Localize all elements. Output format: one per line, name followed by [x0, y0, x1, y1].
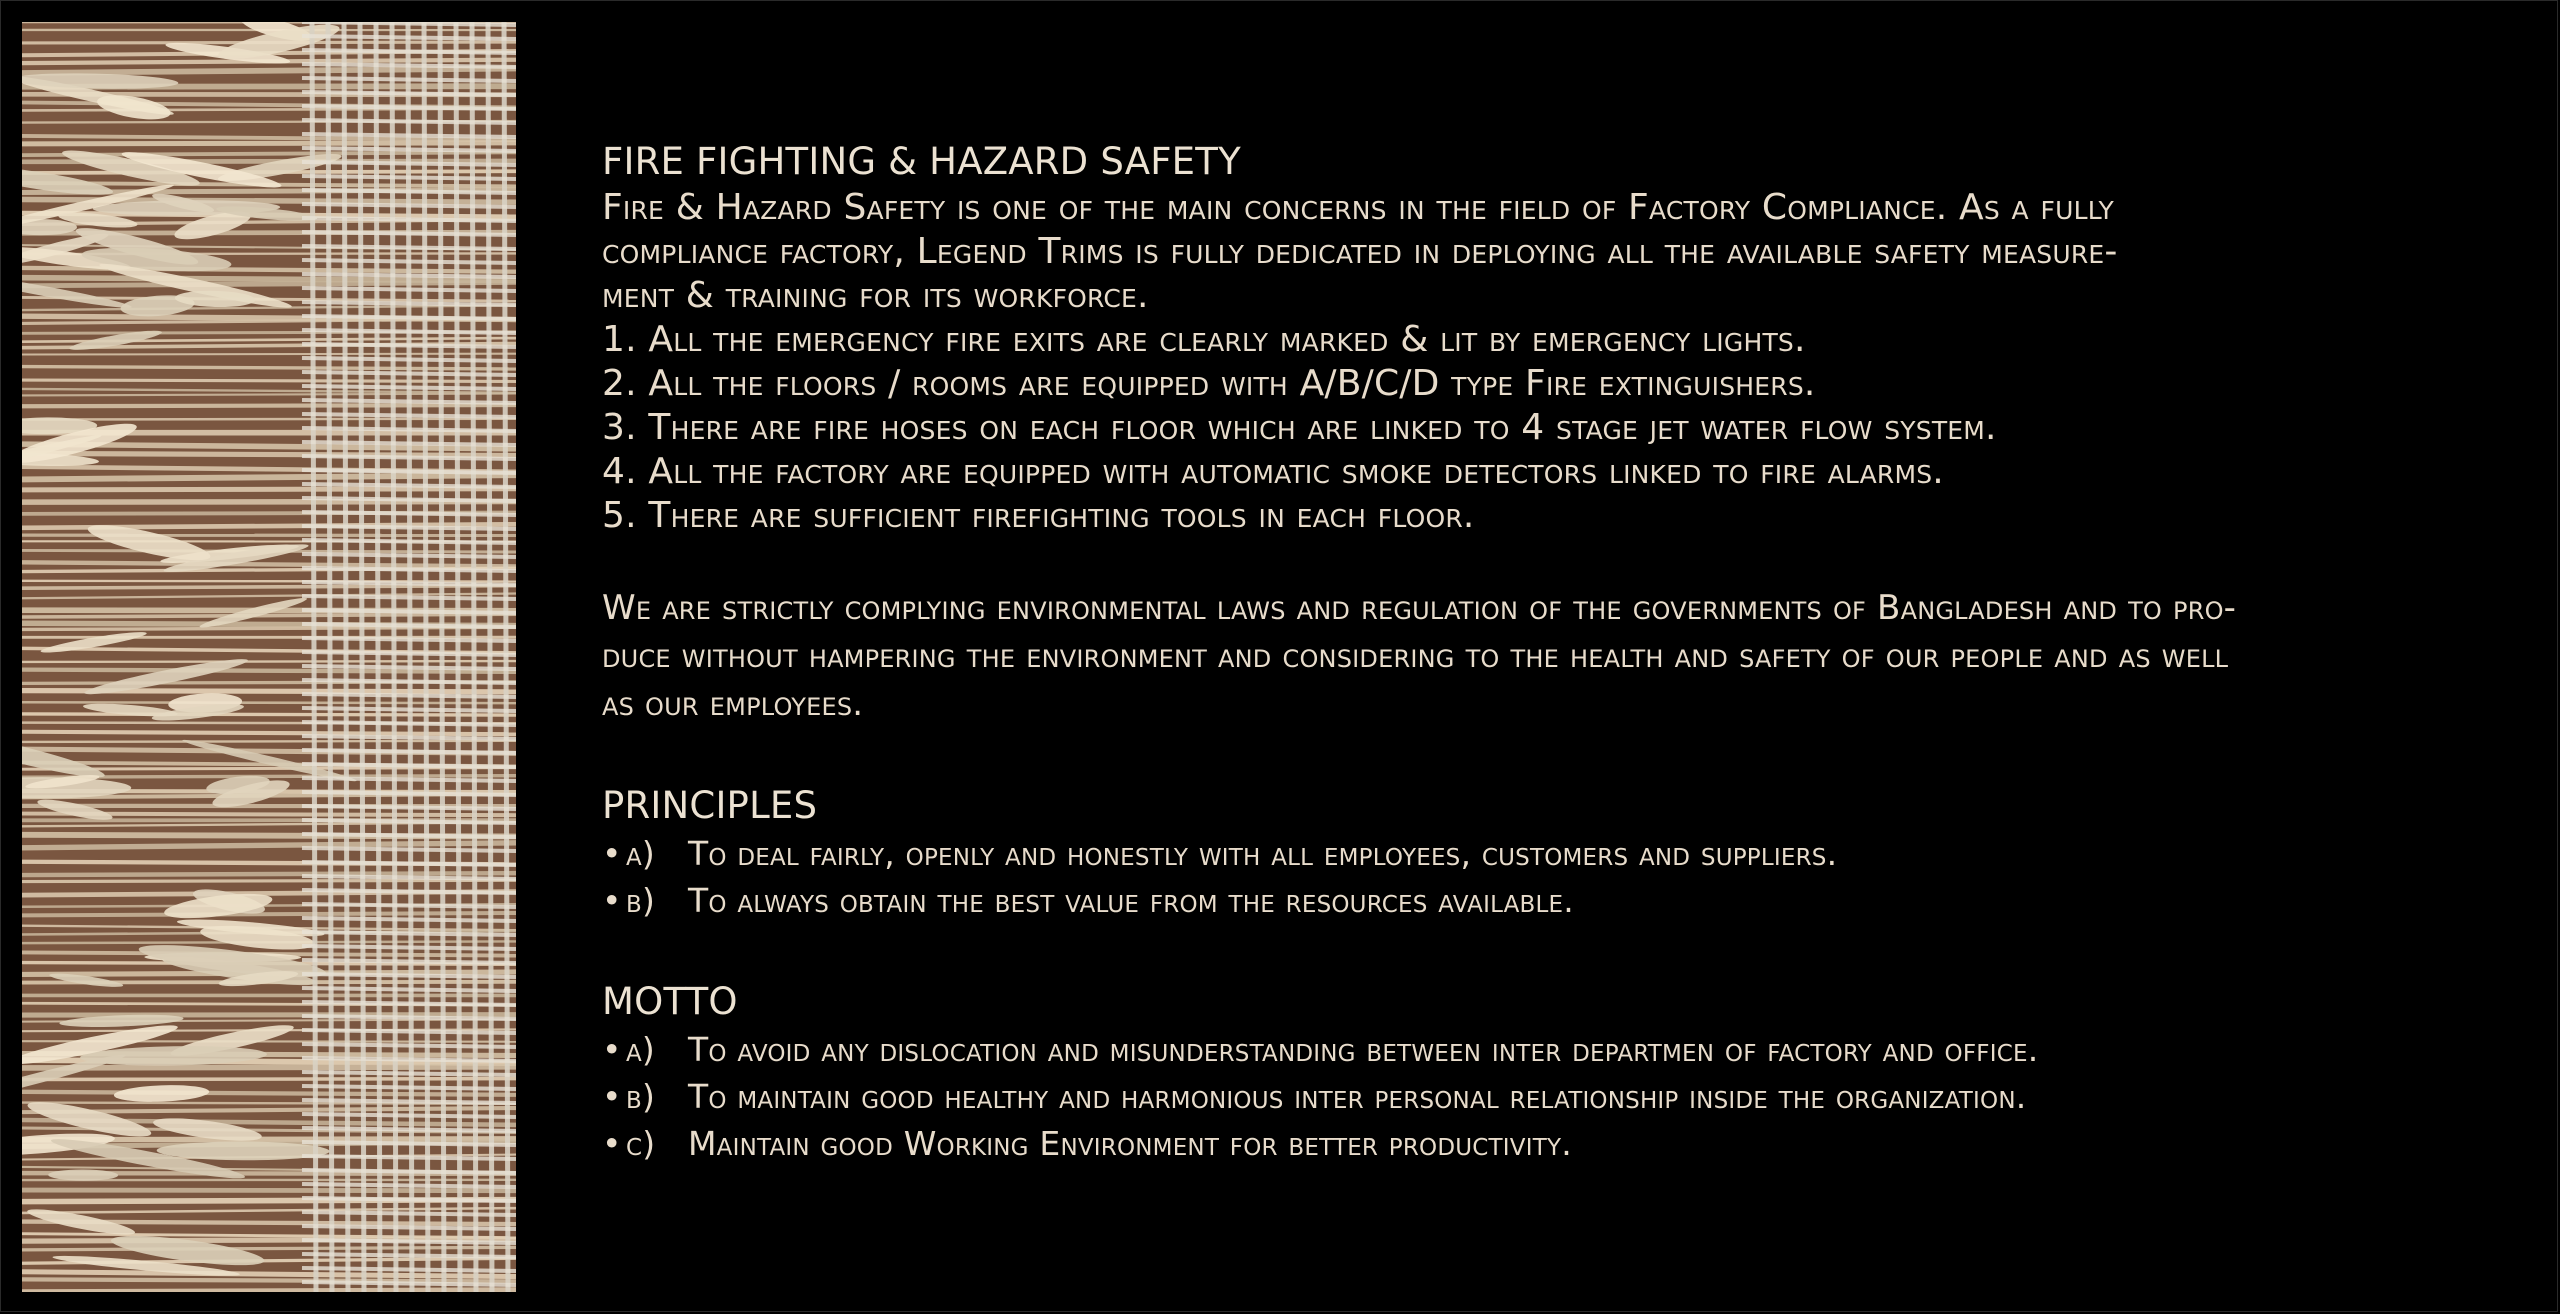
- item-marker: a): [626, 1030, 656, 1069]
- item-text: To maintain good healthy and harmonious inter personal relationship inside the organization.: [688, 1077, 2027, 1116]
- item-marker: b): [626, 881, 656, 920]
- spacer: [602, 728, 2482, 782]
- motto-title: MOTTO: [602, 980, 738, 1023]
- bullet-icon: •: [602, 881, 622, 920]
- item-marker: c): [626, 1124, 656, 1163]
- bullet-icon: •: [602, 1124, 622, 1163]
- fire-item-2: 2. All the floors / rooms are equipped with A/B/C/D type Fire extinguishers.: [602, 363, 1816, 404]
- fire-intro-line-1: Fire & Hazard Safety is one of the main concerns in the field of Factory Compliance. As a fully: [602, 187, 2114, 228]
- item-text: To deal fairly, openly and honestly with all employees, customers and suppliers.: [688, 834, 1838, 873]
- spacer: [602, 538, 2482, 584]
- fire-item-1: 1. All the emergency fire exits are clearly marked & lit by emergency lights.: [602, 319, 1806, 360]
- bullet-icon: •: [602, 1030, 622, 1069]
- fire-intro-line-2: compliance factory, Legend Trims is fully dedicated in deploying all the available safety measure-: [602, 231, 2118, 272]
- fire-item-5: 5. There are sufficient firefighting tools in each floor.: [602, 495, 1475, 536]
- environment-line-1: We are strictly complying environmental laws and regulation of the governments of Bangladesh and to pro-: [602, 588, 2237, 628]
- spacer: [602, 924, 2482, 978]
- main-content: [602, 138, 2482, 1167]
- principle-item-a: [602, 830, 2482, 877]
- straw-texture-image: [22, 22, 516, 1292]
- fire-item-3: 3. There are fire hoses on each floor which are linked to 4 stage jet water flow system.: [602, 407, 1997, 448]
- motto-item-b: [602, 1073, 2482, 1120]
- item-text: Maintain good Working Environment for better productivity.: [688, 1124, 1572, 1163]
- fire-safety-title: FIRE FIGHTING & HAZARD SAFETY: [602, 140, 1241, 183]
- item-marker: a): [626, 834, 656, 873]
- bullet-icon: •: [602, 834, 622, 873]
- woven-straw-texture-icon: [22, 22, 516, 1292]
- item-text: To always obtain the best value from the resources available.: [688, 881, 1574, 920]
- motto-item-a: [602, 1026, 2482, 1073]
- item-text: To avoid any dislocation and misunderstanding between inter departmen of factory and office.: [688, 1030, 2039, 1069]
- environment-line-3: as our employees.: [602, 684, 864, 724]
- fire-item-4: 4. All the factory are equipped with automatic smoke detectors linked to fire alarms.: [602, 451, 1944, 492]
- motto-item-c: [602, 1120, 2482, 1167]
- principle-item-b: [602, 877, 2482, 924]
- item-marker: b): [626, 1077, 656, 1116]
- environment-line-2: duce without hampering the environment and considering to the health and safety of our people and as well: [602, 636, 2229, 676]
- fire-intro-line-3: ment & training for its workforce.: [602, 275, 1149, 316]
- principles-title: PRINCIPLES: [602, 784, 818, 827]
- bullet-icon: •: [602, 1077, 622, 1116]
